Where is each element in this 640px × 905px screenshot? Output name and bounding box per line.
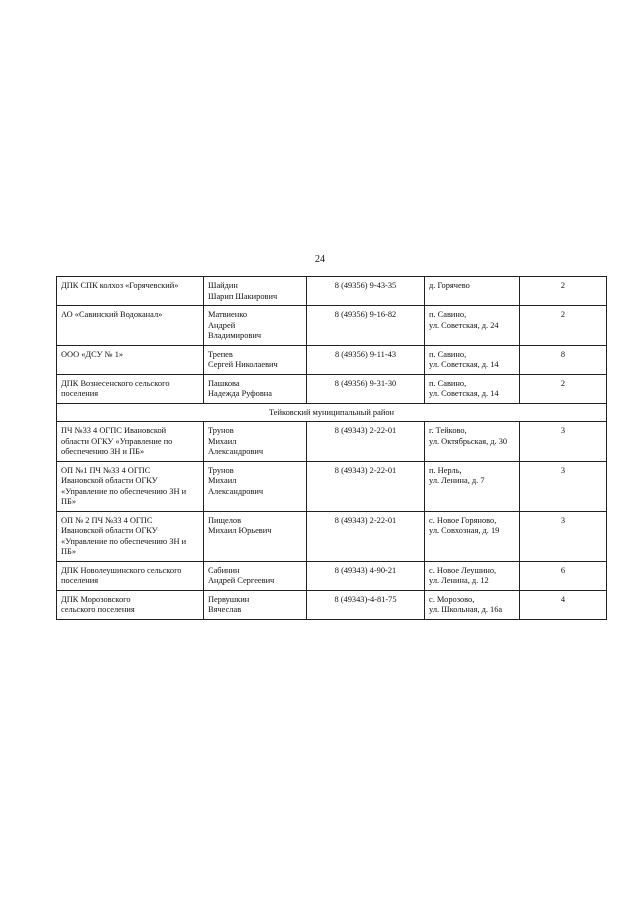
head-name-cell [204, 345, 307, 374]
count-cell: 3 [520, 511, 607, 561]
table-row [57, 511, 607, 561]
head-line: Александрович [208, 486, 264, 496]
org-line: обеспечению ЗН и ПБ» [61, 447, 145, 456]
organization-cell [57, 374, 204, 403]
organization-cell [57, 277, 204, 306]
address-line: п. Савино, [429, 310, 467, 319]
phone-cell: 8 (49356) 9-43-35 [307, 277, 425, 306]
table-row [57, 374, 607, 403]
address-cell [425, 561, 520, 590]
count-cell: 4 [520, 590, 607, 619]
head-line: Шайдин [208, 281, 238, 290]
head-line: Пашкова [208, 378, 240, 388]
head-line: Михаил [208, 476, 237, 485]
table-row [57, 590, 607, 619]
section-row [57, 403, 607, 422]
address-cell [425, 422, 520, 462]
org-line: ООО «ДСУ № 1» [61, 349, 124, 359]
count-cell: 3 [520, 461, 607, 511]
table-row [57, 561, 607, 590]
address-line: ул. Ленина, д. 12 [429, 576, 489, 585]
organization-cell [57, 561, 204, 590]
address-line: ул. Школьная, д. 16а [429, 605, 503, 614]
address-cell [425, 277, 520, 306]
organization-cell [57, 345, 204, 374]
table-body-lower [57, 422, 607, 620]
phone-cell: 8 (49343)-4-81-75 [307, 590, 425, 619]
org-line: АО «Савинский Водоканал» [61, 310, 163, 319]
org-line: поселения [61, 389, 99, 398]
phone-cell: 8 (49356) 9-16-82 [307, 306, 425, 346]
head-name-cell [204, 277, 307, 306]
head-line: Андрей Сергеевич [208, 576, 275, 585]
address-cell [425, 511, 520, 561]
organization-cell [57, 590, 204, 619]
address-line: ул. Советская, д. 14 [429, 389, 499, 398]
address-line: п. Савино, [429, 378, 467, 388]
organization-cell [57, 461, 204, 511]
organization-cell [57, 306, 204, 346]
address-line: д. Горячево [429, 281, 470, 290]
head-line: Пищелов [208, 515, 242, 525]
org-line: «Управление по обеспечению ЗН и [61, 536, 187, 546]
org-line: ДПК Вознесенского сельского [61, 378, 170, 388]
organization-cell [57, 422, 204, 462]
address-cell [425, 590, 520, 619]
address-cell [425, 374, 520, 403]
section-title: Тейковский муниципальный район [57, 403, 607, 422]
org-line: ОП № 2 ПЧ №33 4 ОГПС [61, 515, 153, 525]
count-cell: 6 [520, 561, 607, 590]
address-cell [425, 306, 520, 346]
address-line: ул. Советская, д. 14 [429, 360, 499, 369]
org-line: ДПК СПК колхоз «Горячевский» [61, 281, 179, 290]
organization-cell [57, 511, 204, 561]
table-body-upper [57, 277, 607, 404]
address-line: п. Нерль, [429, 465, 462, 475]
head-line: Надежда Руфовна [208, 389, 273, 398]
head-name-cell [204, 461, 307, 511]
org-line: ПБ» [61, 497, 77, 506]
org-line: ПЧ №33 4 ОГПС Ивановской [61, 426, 167, 435]
org-line: ПБ» [61, 547, 77, 556]
head-line: Сабинин [208, 565, 240, 575]
address-line: с. Новое Леушино, [429, 565, 497, 575]
address-line: ул. Советская, д. 24 [429, 320, 499, 330]
head-line: Сергей Николаевич [208, 360, 278, 369]
head-line: Трепев [208, 349, 233, 359]
org-line: поселения [61, 576, 99, 585]
head-line: Трунов [208, 465, 234, 475]
head-line: Александрович [208, 447, 264, 456]
count-cell: 8 [520, 345, 607, 374]
table-row [57, 277, 607, 306]
address-line: ул. Октябрьская, д. 30 [429, 436, 508, 446]
address-line: с. Морозово, [429, 594, 475, 604]
org-line: ДПК Морозовского [61, 594, 131, 604]
address-cell [425, 461, 520, 511]
head-name-cell [204, 306, 307, 346]
address-cell [425, 345, 520, 374]
phone-cell: 8 (49343) 2-22-01 [307, 422, 425, 462]
table-row [57, 306, 607, 346]
address-line: п. Савино, [429, 349, 467, 359]
head-name-cell [204, 561, 307, 590]
head-line: Трунов [208, 426, 234, 435]
count-cell: 2 [520, 374, 607, 403]
phone-cell: 8 (49343) 2-22-01 [307, 511, 425, 561]
contacts-table [56, 276, 607, 620]
phone-cell: 8 (49343) 4-90-21 [307, 561, 425, 590]
head-line: Матвиенко [208, 310, 248, 319]
address-line: г. Тейково, [429, 426, 467, 435]
table-row [57, 422, 607, 462]
head-line: Андрей [208, 320, 236, 330]
section-header-group [57, 403, 607, 422]
org-line: сельского поселения [61, 605, 135, 614]
phone-cell: 8 (49356) 9-31-30 [307, 374, 425, 403]
head-line: Вячеслав [208, 605, 242, 614]
count-cell: 3 [520, 422, 607, 462]
org-line: Ивановской области ОГКУ [61, 526, 158, 535]
table-row [57, 345, 607, 374]
address-line: с. Новое Горяново, [429, 515, 497, 525]
page-number: 24 [315, 254, 325, 265]
phone-cell: 8 (49356) 9-11-43 [307, 345, 425, 374]
count-cell: 2 [520, 306, 607, 346]
head-line: Владимирович [208, 331, 262, 340]
org-line: области ОГКУ «Управление по [61, 436, 173, 446]
head-line: Первушкин [208, 594, 250, 604]
head-name-cell [204, 590, 307, 619]
head-name-cell [204, 422, 307, 462]
org-line: «Управление по обеспечению ЗН и [61, 486, 187, 496]
phone-cell: 8 (49343) 2-22-01 [307, 461, 425, 511]
count-cell: 2 [520, 277, 607, 306]
head-line: Михаил Юрьевич [208, 526, 272, 535]
address-line: ул. Ленина, д. 7 [429, 476, 485, 485]
org-line: ДПК Новолеушинского сельского [61, 565, 182, 575]
head-name-cell [204, 374, 307, 403]
head-line: Шарип Шакирович [208, 291, 278, 301]
table-row [57, 461, 607, 511]
address-line: ул. Совхозная, д. 19 [429, 526, 500, 535]
head-name-cell [204, 511, 307, 561]
org-line: Ивановской области ОГКУ [61, 476, 158, 485]
org-line: ОП №1 ПЧ №33 4 ОГПС [61, 465, 151, 475]
head-line: Михаил [208, 436, 237, 446]
